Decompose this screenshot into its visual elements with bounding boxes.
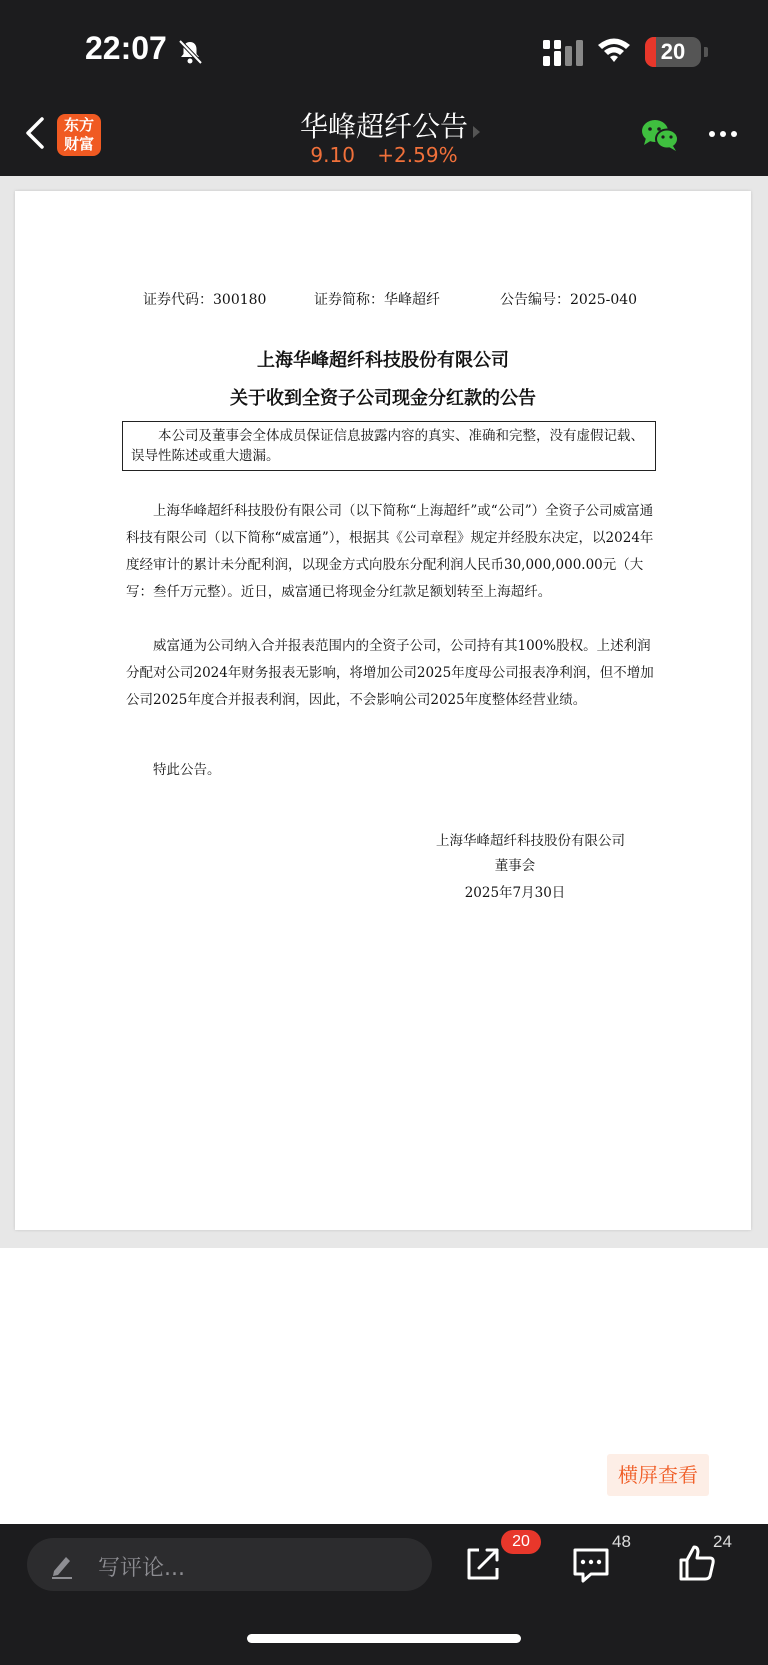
announcement-number: 公告编号：2025-040 bbox=[500, 292, 638, 308]
document-page bbox=[15, 191, 751, 1230]
app-logo[interactable] bbox=[57, 114, 101, 156]
body-paragraph-2: 威富通为公司纳入合并报表范围内的全资子公司，公司持有其100%股权。上述利润分配对公司2024年财务报表无影响，将增加公司2025年度母公司报表净利润，但不增加公司2025年度合并报表利润，因此，不会影响公司2025年度整体经营业绩。 bbox=[126, 638, 654, 708]
bell-muted-icon bbox=[176, 38, 204, 66]
comment-count: 48 bbox=[612, 1532, 631, 1551]
app-logo-line1: 东方 bbox=[63, 116, 94, 134]
battery-tip bbox=[704, 47, 708, 57]
status-bar bbox=[0, 0, 768, 95]
comment-placeholder: 写评论... bbox=[98, 1556, 185, 1581]
battery-level-text: 20 bbox=[660, 39, 686, 64]
bottom-bar bbox=[0, 1524, 768, 1665]
disclaimer-box: 本公司及董事会全体成员保证信息披露内容的真实、准确和完整，没有虚假记载、误导性陈述或重大遗漏。 bbox=[122, 421, 656, 471]
security-code: 证券代码：300180 bbox=[143, 292, 267, 308]
app-logo-line2: 财富 bbox=[63, 135, 94, 153]
page-title: 华峰超纤公告 bbox=[299, 110, 468, 143]
body-paragraph-1: 上海华峰超纤科技股份有限公司（以下简称“上海超纤”或“公司”）全资子公司威富通科技有限公司（以下简称“威富通”），根据其《公司章程》规定并经股东决定，以2024年度经审计的累计未分配利润，以现金方式向股东分配利润人民币30,000,000.00元（大写：叁仟万元整）。近日，威富通已将现金分红款足额划转至上海超纤。 bbox=[126, 503, 654, 600]
share-icon[interactable] bbox=[463, 1544, 503, 1584]
cellular-signal-icon bbox=[543, 40, 585, 66]
body-paragraph-closing: 特此公告。 bbox=[153, 762, 221, 778]
nav-bar bbox=[0, 95, 768, 176]
like-count: 24 bbox=[713, 1532, 732, 1551]
signature-date: 2025年7月30日 bbox=[464, 885, 566, 901]
document-viewer[interactable] bbox=[0, 176, 768, 1248]
more-icon[interactable] bbox=[707, 119, 739, 149]
stock-change: +2.59% bbox=[377, 143, 458, 167]
signature-company: 上海华峰超纤科技股份有限公司 bbox=[436, 833, 625, 849]
wifi-icon bbox=[596, 36, 632, 64]
signature-board: 董事会 bbox=[494, 858, 536, 874]
comment-icon[interactable] bbox=[571, 1544, 611, 1584]
document-title-company: 上海华峰超纤科技股份有限公司 bbox=[257, 350, 509, 371]
thumbs-up-icon[interactable] bbox=[677, 1543, 717, 1583]
stock-price: 9.10 bbox=[310, 143, 355, 167]
document-title-subject: 关于收到全资子公司现金分红款的公告 bbox=[230, 388, 536, 409]
stock-quote[interactable] bbox=[200, 143, 568, 167]
wechat-icon[interactable] bbox=[640, 118, 680, 152]
security-name: 证券简称：华峰超纤 bbox=[314, 292, 440, 308]
share-count-badge: 20 bbox=[501, 1530, 541, 1554]
landscape-view-button[interactable]: 横屏查看 bbox=[607, 1454, 709, 1496]
status-time: 22:07 bbox=[85, 30, 167, 66]
pencil-icon bbox=[49, 1551, 75, 1579]
caret-right-icon bbox=[473, 126, 480, 138]
battery-indicator bbox=[645, 37, 701, 67]
comment-input[interactable] bbox=[27, 1538, 432, 1591]
home-indicator bbox=[247, 1634, 521, 1643]
back-button[interactable] bbox=[20, 113, 50, 153]
